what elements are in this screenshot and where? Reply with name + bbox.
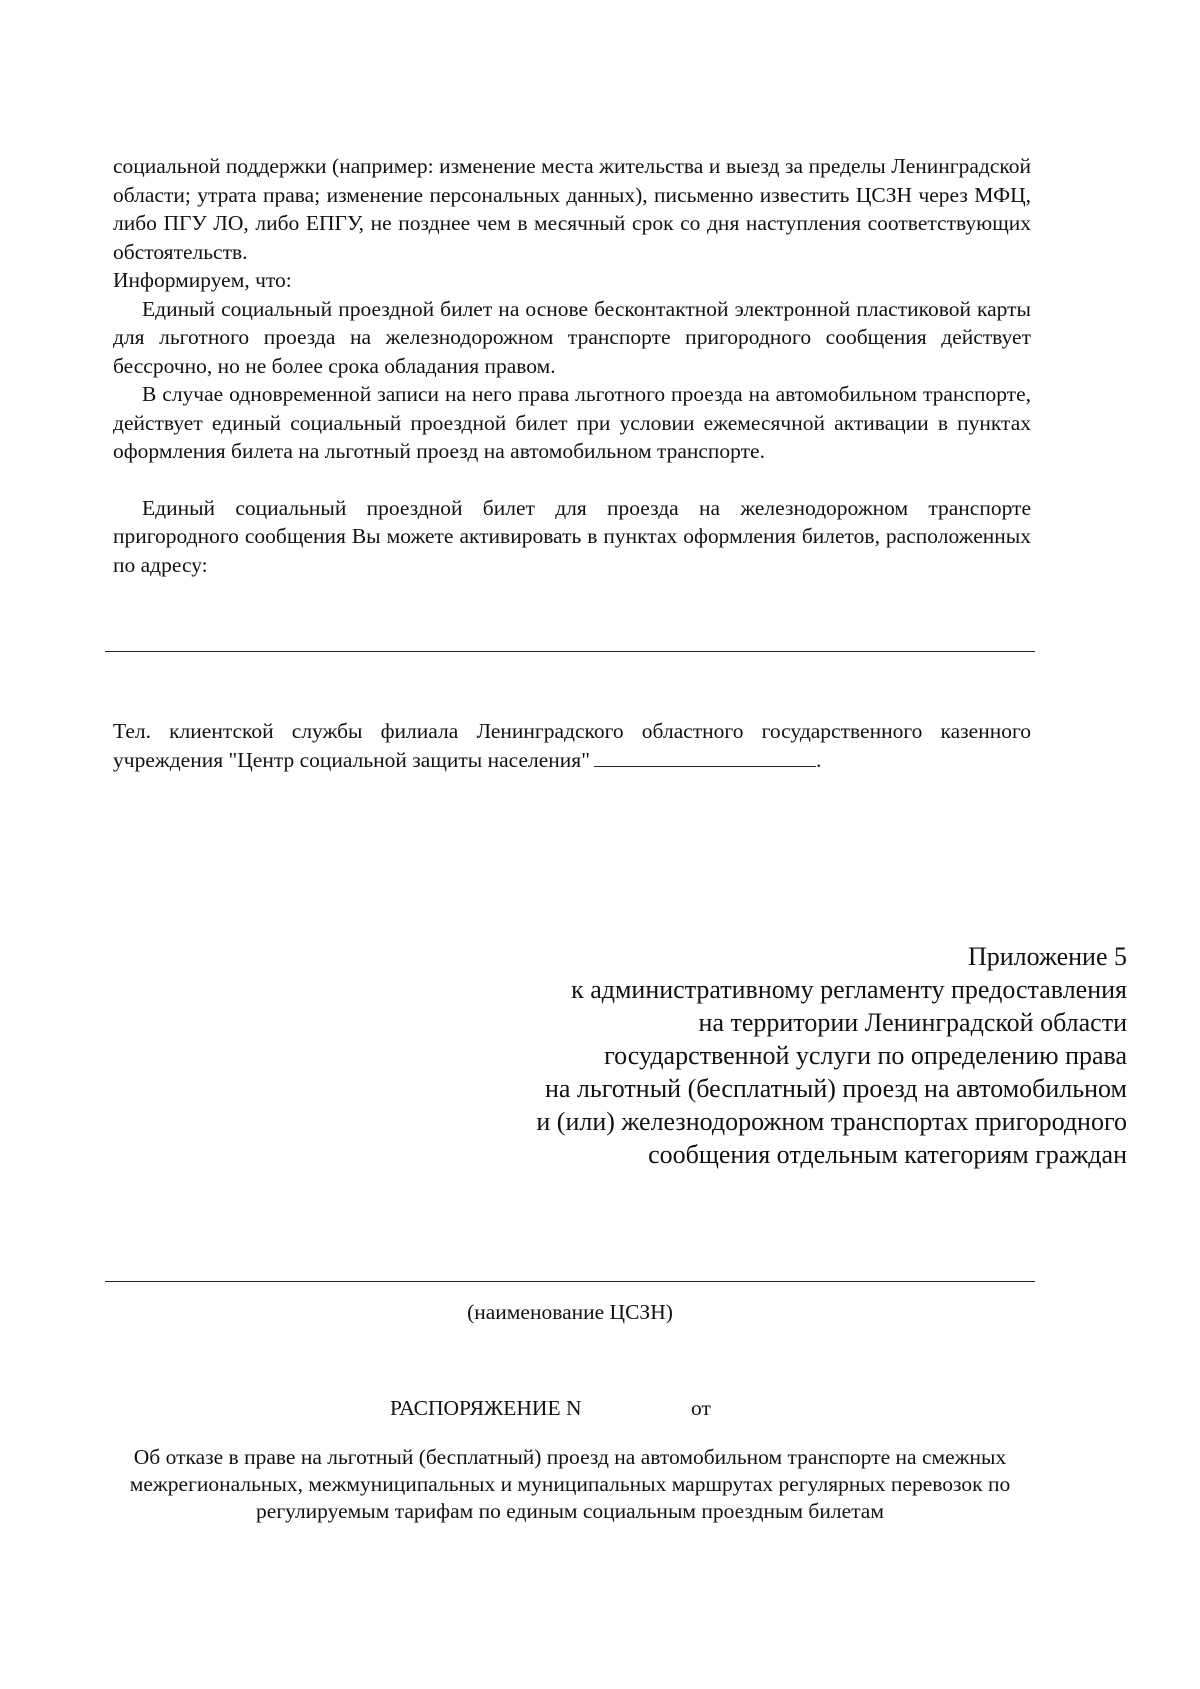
appendix-line-5: на льготный (бесплатный) проезд на автомобильном [544,1074,1127,1103]
csz-name-caption: (наименование ЦСЗН) [467,1300,673,1324]
phone-blank-line [594,748,816,767]
appendix-line-3: на территории Ленинградской области [698,1008,1127,1037]
notice-text-block [113,152,1031,579]
notice-paragraph-5: Единый социальный проездной билет для проезда на железнодорожном транспорте пригородного сообщения Вы можете активировать в пунктах оформления билетов, расположенных по адресу: [113,495,1031,577]
notice-paragraph-4: В случае одновременной записи на него права льготного проезда на автомобильном транспорте, действует единый социальный проездной билет при условии ежемесячной активации в пунктах оформления билета на льготный проезд на автомобильном транспорте. [113,382,1031,463]
appendix-line-6: и (или) железнодорожном транспортах пригородного [536,1107,1127,1136]
address-blank-line [105,651,1035,652]
appendix-header [427,940,1127,1171]
order-subject: Об отказе в праве на льготный (бесплатный) проезд на автомобильном транспорте на смежных межрегиональных, межмуниципальных и муниципальных маршрутах регулярных перевозок по регулируемым тарифам по единым социальным проездным билетам [129,1445,1011,1523]
appendix-line-2: к административному регламенту предоставления [571,975,1127,1004]
csz-name-blank-line [105,1281,1035,1282]
notice-paragraph-2: Информируем, что: [113,268,292,292]
order-date-label: от [691,1396,711,1420]
phone-text: Тел. клиентской службы филиала Ленинградского областного государственного казенного учреждения "Центр социальной защиты населения" [113,719,1031,772]
notice-paragraph-1: социальной поддержки (например: изменение места жительства и выезд за пределы Ленинградской области; утрата права; изменение персональных данных), письменно известить ЦСЗН через МФЦ, либо ПГУ ЛО, либо ЕПГУ, не позднее чем в месячный срок со дня наступления соответствующих обстоятельств. [113,154,1031,264]
order-title: РАСПОРЯЖЕНИЕ N [390,1396,582,1420]
phone-paragraph [113,717,1031,774]
appendix-line-1: Приложение 5 [967,942,1127,971]
appendix-line-7: сообщения отдельным категориям граждан [648,1140,1127,1169]
appendix-line-4: государственной услуги по определению права [604,1041,1127,1070]
notice-paragraph-3: Единый социальный проездной билет на основе бесконтактной электронной пластиковой карты для льготного проезда на железнодорожном транспорте пригородного сообщения действует бессрочно, но не более срока обладания правом. [113,296,1031,378]
phone-end: . [815,747,822,772]
